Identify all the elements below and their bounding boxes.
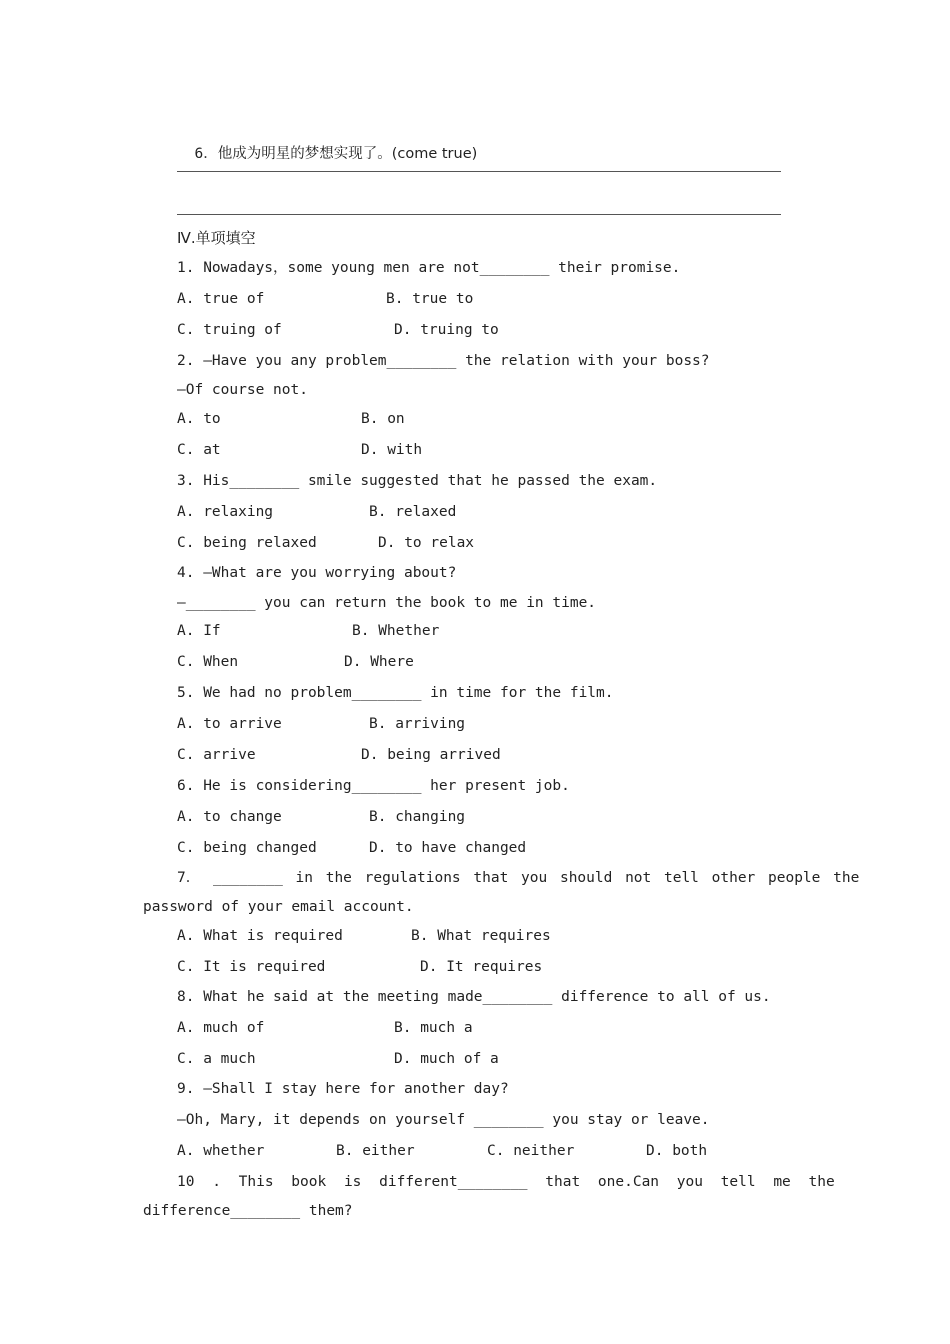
question-9-option-a[interactable]: A. whether [177,1143,265,1159]
question-4-option-b[interactable]: B. Whether [352,623,440,639]
question-3-option-a[interactable]: A. relaxing [177,504,274,520]
question-7-option-d[interactable]: D. It requires [420,959,543,975]
question-5-stem: 5. We had no problem________ in time for the film. [177,685,614,701]
question-7-stem: 7． ________ in the regulations that you should not tell other people the [177,870,860,886]
question-8-option-a[interactable]: A. much of [177,1020,265,1036]
question-6-option-c[interactable]: C. being changed [177,840,317,856]
question-8-stem: 8. What he said at the meeting made________ difference to all of us. [177,989,771,1005]
question-5-option-a[interactable]: A. to arrive [177,716,282,732]
question-1-option-d[interactable]: D. truing to [394,322,499,338]
translation-number: 6． [194,146,218,162]
question-1-option-a[interactable]: A. true of [177,291,265,307]
question-6-option-a[interactable]: A. to change [177,809,282,825]
answer-line-1[interactable] [177,171,781,172]
question-9-option-c[interactable]: C. neither [487,1143,575,1159]
question-2-option-a[interactable]: A. to [177,411,221,427]
question-9-option-b[interactable]: B. either [336,1143,415,1159]
question-2-option-d[interactable]: D. with [361,442,423,458]
translation-text: 他成为明星的梦想实现了。(come true) [217,146,478,162]
question-7-option-b[interactable]: B. What requires [411,928,551,944]
question-6-option-d[interactable]: D. to have changed [369,840,527,856]
question-3-option-d[interactable]: D. to relax [378,535,475,551]
question-1-option-b[interactable]: B. true to [386,291,474,307]
translation-item-6 [177,124,477,164]
question-7-option-c[interactable]: C. It is required [177,959,326,975]
question-2-reply: —Of course not. [177,382,308,398]
question-3-stem: 3. His________ smile suggested that he passed the exam. [177,473,658,489]
question-6-option-b[interactable]: B. changing [369,809,466,825]
question-5-option-d[interactable]: D. being arrived [361,747,501,763]
question-10-stem: 10 . This book is different________ that one.Can you tell me the [177,1174,835,1190]
question-1-option-c[interactable]: C. truing of [177,322,282,338]
question-4-reply: —________ you can return the book to me in time. [177,595,597,611]
question-9-reply: —Oh, Mary, it depends on yourself ________ you stay or leave. [177,1112,710,1128]
question-2-stem: 2. —Have you any problem________ the relation with your boss? [177,353,710,369]
question-8-option-b[interactable]: B. much a [394,1020,473,1036]
question-3-option-c[interactable]: C. being relaxed [177,535,317,551]
question-7-stem-continued: password of your email account. [143,899,414,915]
question-6-stem: 6. He is considering________ her present job. [177,778,570,794]
answer-line-2[interactable] [177,214,781,215]
question-7-option-a[interactable]: A. What is required [177,928,343,944]
question-4-stem: 4. —What are you worrying about? [177,565,457,581]
question-9-stem: 9. —Shall I stay here for another day? [177,1081,509,1097]
question-5-option-c[interactable]: C. arrive [177,747,256,763]
question-8-option-c[interactable]: C. a much [177,1051,256,1067]
section-title: Ⅳ.单项填空 [177,229,256,247]
question-2-option-b[interactable]: B. on [361,411,405,427]
question-4-option-d[interactable]: D. Where [344,654,414,670]
question-5-option-b[interactable]: B. arriving [369,716,466,732]
question-8-option-d[interactable]: D. much of a [394,1051,499,1067]
question-10-stem-continued: difference________ them? [143,1203,353,1219]
question-9-option-d[interactable]: D. both [646,1143,708,1159]
question-4-option-c[interactable]: C. When [177,654,239,670]
question-1-stem: 1. Nowadays，some young men are not________ their promise. [177,260,681,276]
question-2-option-c[interactable]: C. at [177,442,221,458]
question-4-option-a[interactable]: A. If [177,623,221,639]
question-3-option-b[interactable]: B. relaxed [369,504,457,520]
